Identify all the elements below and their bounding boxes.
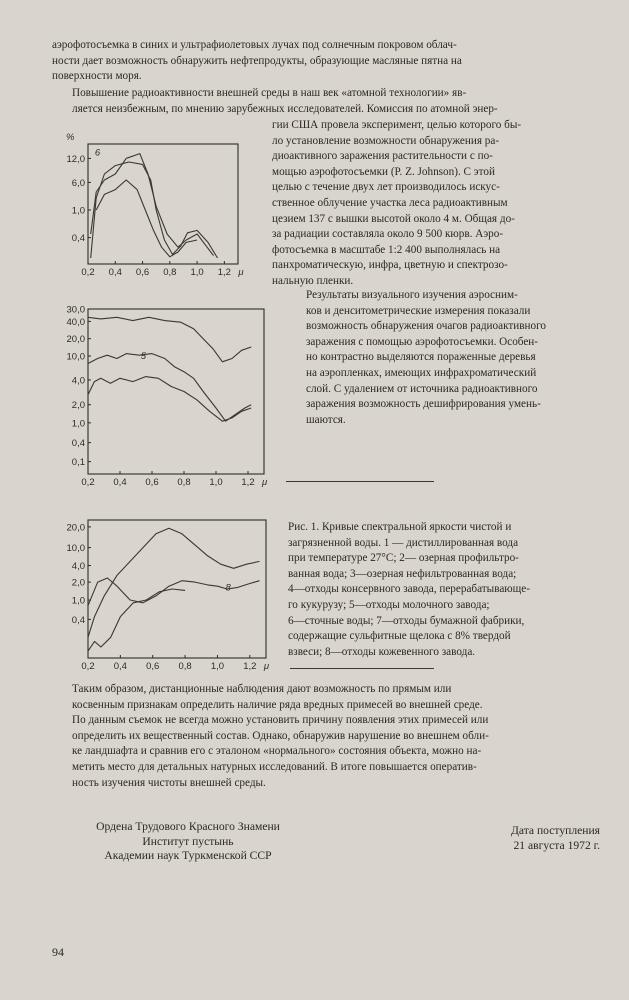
x-tick-label: 1,0 xyxy=(190,267,204,278)
x-tick-label: 0,6 xyxy=(146,661,160,672)
x-unit-label: μ xyxy=(238,267,244,278)
x-tick-label: 0,6 xyxy=(135,267,150,278)
y-tick-label: 4,0 xyxy=(71,375,85,387)
x-tick-label: 1,0 xyxy=(210,661,225,672)
spectral-chart-2 xyxy=(50,305,278,497)
text-line: фотосъемка в масштабе 1:2 400 выполнялась на xyxy=(272,243,501,256)
text-line: Таким образом, дистанционные наблюдения дают возможность по прямым или xyxy=(72,683,452,695)
conclusion-paragraph xyxy=(52,682,592,791)
x-tick-label: 0,8 xyxy=(163,267,177,278)
text-line: целью с течение двух лет производилось искус- xyxy=(272,181,500,194)
radioactivity-paragraph-continued xyxy=(272,118,592,290)
caption-rule xyxy=(290,668,434,669)
text-line: но контрастно выделяются пораженные деревья xyxy=(306,351,536,364)
y-tick-label: 10,0 xyxy=(66,543,85,555)
chart-svg xyxy=(50,305,278,492)
x-tick-label: 1,2 xyxy=(241,477,255,488)
y-tick-label: 30,0 xyxy=(66,304,85,316)
text-line: аэрофотосъемка в синих и ультрафиолетовых лучах под солнечным покровом облач- xyxy=(52,39,457,51)
x-tick-label: 0,8 xyxy=(177,477,191,488)
y-tick-label: 6,0 xyxy=(71,177,85,189)
x-tick-label: 0,8 xyxy=(178,661,192,672)
x-unit-label: μ xyxy=(262,477,268,488)
y-tick-label: 1,0 xyxy=(71,418,85,430)
text-line: за радиации составляла около 9 500 кюрв. Аэро- xyxy=(272,228,504,241)
x-tick-label: 0,4 xyxy=(113,477,127,488)
text-line: ственное облучение участка леса радиоактивным xyxy=(272,196,508,209)
text-line: шаются. xyxy=(306,413,346,426)
plot-frame xyxy=(88,309,264,474)
y-tick-label: 4,0 xyxy=(71,561,85,573)
y-tick-label: 10,0 xyxy=(66,351,85,363)
text-line: возможность обнаружения очагов радиоактивного xyxy=(306,320,546,333)
institution-line-1: Ордена Трудового Красного Знамени xyxy=(96,820,280,833)
chart-svg xyxy=(52,132,252,282)
curve-label: 6 xyxy=(94,147,101,159)
curve-label: 8 xyxy=(225,582,231,594)
page-number: 94 xyxy=(52,945,64,959)
y-tick-label: 40,0 xyxy=(66,316,85,328)
x-tick-label: 1,2 xyxy=(217,267,231,278)
series-line-3 xyxy=(96,180,197,257)
received-block xyxy=(470,824,600,853)
text-line: заражения возможность дешифрирования умень- xyxy=(306,398,541,411)
y-tick-label: 0,4 xyxy=(71,233,85,245)
text-line: ность изучения чистоты внешней среды. xyxy=(72,776,266,789)
series-line-1 xyxy=(88,317,251,362)
text-line: 6—сточные воды; 7—отходы бумажной фабрики, xyxy=(288,614,525,627)
text-line: определить их вещественный состав. Однако, обнаружив нарушение во внешнем обли- xyxy=(72,729,489,742)
text-line: ке ландшафта и сравнив его с эталоном «нормального» состояния объекта, можно на- xyxy=(72,745,482,758)
series-line-1 xyxy=(91,162,218,258)
received-date: 21 августа 1972 г. xyxy=(513,838,600,852)
chart-svg xyxy=(50,516,280,676)
plot-frame xyxy=(88,144,238,264)
x-unit-label: μ xyxy=(263,661,270,672)
text-line: слой. С удалением от источника радиоактивного xyxy=(306,382,538,395)
text-line: ло установление возможности обнаружения ра- xyxy=(272,134,500,147)
x-tick-label: 0,6 xyxy=(145,477,159,488)
text-line: гии США провела эксперимент, целью которого бы- xyxy=(272,119,522,131)
series-line-3 xyxy=(88,377,251,422)
x-tick-label: 0,4 xyxy=(108,267,122,278)
intro-paragraph xyxy=(52,38,592,85)
text-line: содержащие сульфитные щелока с 8% твердой xyxy=(288,630,511,643)
text-line: загрязненной воды. 1 — дистиллированная вода xyxy=(288,536,519,549)
text-line: при температуре 27°С; 2— озерная профильтро- xyxy=(288,552,519,565)
text-line: панхроматическую, инфра, цветную и спектрозо- xyxy=(272,259,508,272)
text-line: ности дает возможность обнаружить нефтепродукты, образующие масляные пятна на xyxy=(52,54,462,67)
x-tick-label: 0,2 xyxy=(81,267,95,278)
text-line: 4—отходы консервного завода, перерабатывающе- xyxy=(288,583,530,596)
text-line: ляется неизбежным, по мнению зарубежных исследователей. Комиссия по атомной энер- xyxy=(72,102,498,115)
radioactivity-paragraph xyxy=(52,86,592,117)
y-unit-label: % xyxy=(66,132,75,143)
text-line: взвеси; 8—отходы кожевенного завода. xyxy=(288,645,476,658)
text-line: мощью аэрофотосъемки (P. Z. Johnson). С этой xyxy=(272,165,495,178)
text-line: диоактивного заражения растительности с по- xyxy=(272,150,493,163)
text-line: нальную пленки. xyxy=(272,274,354,287)
series-line-2 xyxy=(88,354,251,422)
y-tick-label: 12,0 xyxy=(66,153,85,165)
y-tick-label: 20,0 xyxy=(66,334,85,346)
spectral-chart-3 xyxy=(50,516,280,681)
spectral-chart-1 xyxy=(52,132,252,287)
text-line: ков и денситометрические измерения показали xyxy=(306,304,531,317)
x-tick-label: 0,4 xyxy=(113,661,127,672)
x-tick-label: 0,2 xyxy=(81,477,95,488)
text-line: Повышение радиоактивности внешней среды в наш век «атомной технологии» яв- xyxy=(72,87,467,99)
x-tick-label: 1,2 xyxy=(243,661,257,672)
text-line: го кукурузу; 5—отходы молочного завода; xyxy=(288,598,490,611)
institution-block xyxy=(58,820,318,864)
text-line: заражения с помощью аэрофотосъемки. Особен- xyxy=(306,335,539,348)
x-tick-label: 1,0 xyxy=(209,477,223,488)
institution-line-3: Академии наук Туркменской ССР xyxy=(104,849,272,862)
y-tick-label: 20,0 xyxy=(66,522,85,534)
y-tick-label: 1,0 xyxy=(71,595,85,607)
text-line: цезием 137 с вышки высотой около 4 м. Общая до- xyxy=(272,212,515,225)
text-line: поверхности моря. xyxy=(52,70,142,83)
y-tick-label: 0,4 xyxy=(71,438,85,450)
y-tick-label: 2,0 xyxy=(71,400,85,412)
y-tick-label: 2,0 xyxy=(71,577,85,589)
separator-rule xyxy=(286,481,434,482)
text-line: косвенным признакам определить наличие ряда вредных примесей во внешней среде. xyxy=(72,698,483,711)
text-line: Результаты визуального изучения аэросним- xyxy=(306,289,518,301)
results-paragraph xyxy=(286,288,592,428)
curve-label: 5 xyxy=(140,351,147,363)
text-line: По данным съемок не всегда можно установить причину появления этих примесей или xyxy=(72,714,489,727)
series-line-2 xyxy=(88,578,260,606)
text-line: метить место для детальных натурных исследований. В итоге повышается оператив- xyxy=(72,760,477,773)
institution-line-2: Институт пустынь xyxy=(142,834,234,848)
y-tick-label: 0,4 xyxy=(71,614,85,626)
y-tick-label: 0,1 xyxy=(71,457,85,469)
text-line: Рис. 1. Кривые спектральной яркости чистой и xyxy=(288,521,512,533)
x-tick-label: 0,2 xyxy=(81,661,95,672)
received-label: Дата поступления xyxy=(510,824,600,837)
text-line: ванная вода; 3—озерная нефильтрованная вода; xyxy=(288,567,517,580)
y-tick-label: 1,0 xyxy=(71,205,85,217)
figure-caption xyxy=(288,520,590,660)
text-line: на аэропленках, имеющих инфрахроматический xyxy=(306,366,537,379)
